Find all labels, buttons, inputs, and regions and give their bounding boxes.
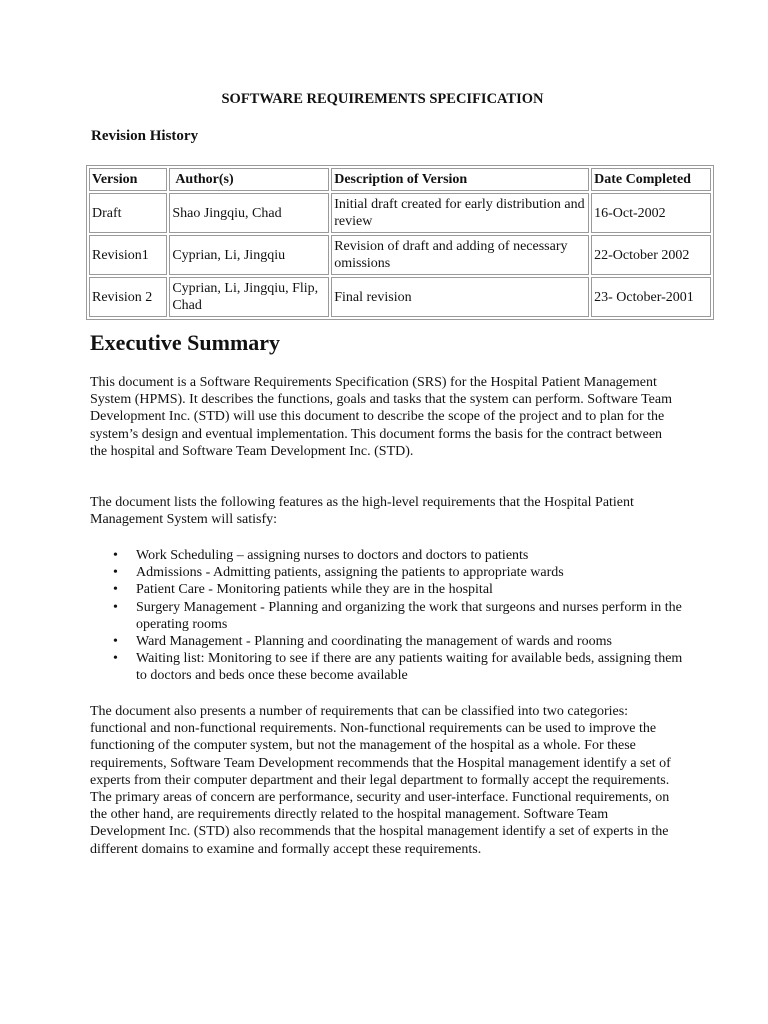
header-description: Description of Version	[331, 168, 589, 191]
cell-version: Revision 2	[89, 277, 167, 317]
bullet-icon: •	[113, 548, 118, 563]
summary-paragraph-1: This document is a Software Requirements Specification (SRS) for the Hospital Patient Management System (HPMS). It describes the functions, goals and tasks that the system can perform. Software Team Development Inc. (STD) will use this document to describe the scope of the project and to plan for the system’s design and eventual implementation. This document forms the basis for the contract between the hospital and Software Team Development Inc. (STD).	[90, 375, 672, 459]
summary-paragraph-3: The document also presents a number of requirements that can be classified into two categories: functional and non-functional requirements. Non-functional requirements can be used to improve the functioning of the computer system, but not the management of the hospital as a whole. For these requirements, Software Team Development recommends that the Hospital management identify a set of experts from their computer department and their legal department to formally accept the requirements. The primary areas of concern are performance, security and user-interface. Functional requirements, on the other hand, are requirements directly related to the hospital management. Software Team Development Inc. (STD) also recommends that the hospital management identify a set of experts in the different domains to examine and formally accept these requirements.	[90, 704, 671, 857]
list-item-text: Work Scheduling – assigning nurses to doctors and doctors to patients	[136, 548, 529, 563]
bullet-icon: •	[113, 634, 118, 650]
table-row	[89, 193, 711, 233]
cell-description: Final revision	[331, 277, 589, 317]
cell-description: Initial draft created for early distribution and review	[331, 193, 589, 233]
revision-history-table	[86, 165, 714, 320]
list-item	[90, 633, 690, 650]
cell-description: Revision of draft and adding of necessary omissions	[331, 235, 589, 275]
list-item	[90, 599, 690, 633]
revision-history-heading: Revision History	[91, 128, 199, 144]
cell-version: Draft	[89, 193, 167, 233]
table-row	[89, 235, 711, 275]
list-item-text: Patient Care - Monitoring patients while they are in the hospital	[136, 582, 493, 598]
cell-authors: Cyprian, Li, Jingqiu, Flip, Chad	[169, 277, 329, 317]
cell-authors: Cyprian, Li, Jingqiu	[169, 235, 329, 275]
bullet-icon: •	[113, 565, 118, 581]
list-item	[90, 650, 690, 684]
list-item	[90, 547, 690, 564]
list-item-text: Surgery Management - Planning and organizing the work that surgeons and nurses perform in the operating rooms	[136, 599, 682, 632]
list-item-text: Admissions - Admitting patients, assigning the patients to appropriate wards	[136, 565, 564, 581]
table-header-row	[89, 168, 711, 191]
bullet-icon: •	[113, 599, 118, 615]
bullet-icon: •	[113, 582, 118, 598]
cell-date: 22-October 2002	[591, 235, 711, 275]
header-date-completed: Date Completed	[591, 168, 711, 191]
list-item	[90, 564, 690, 581]
executive-summary-heading: Executive Summary	[90, 330, 281, 355]
cell-version: Revision1	[89, 235, 167, 275]
cell-date: 23- October-2001	[591, 277, 711, 317]
list-item	[90, 581, 690, 598]
list-item-text: Ward Management - Planning and coordinating the management of wards and rooms	[136, 634, 612, 650]
document-title: SOFTWARE REQUIREMENTS SPECIFICATION	[221, 91, 544, 107]
bullet-icon: •	[113, 651, 118, 667]
header-version: Version	[89, 168, 167, 191]
list-item-text: Waiting list: Monitoring to see if there are any patients waiting for available beds, assigning them to doctors and beds once these become available	[136, 651, 683, 684]
cell-authors: Shao Jingqiu, Chad	[169, 193, 329, 233]
table-row	[89, 277, 711, 317]
header-authors: Author(s)	[169, 168, 329, 191]
cell-date: 16-Oct-2002	[591, 193, 711, 233]
summary-paragraph-2: The document lists the following features as the high-level requirements that the Hospital Patient Management System will satisfy:	[90, 495, 634, 528]
features-list	[90, 547, 690, 685]
